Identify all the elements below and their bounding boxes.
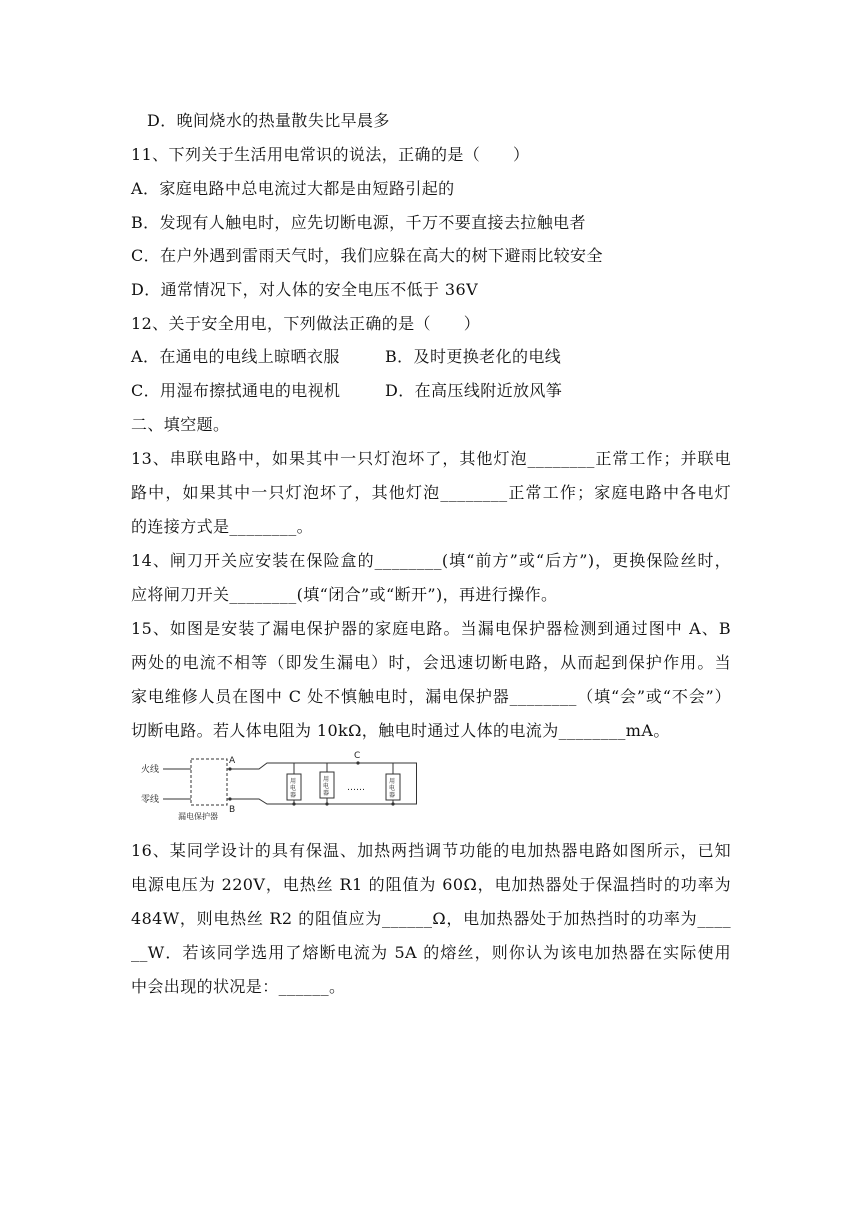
- q16-line-5: 中会出现的状况是：______。: [131, 977, 346, 996]
- appliance-1-node: [292, 802, 295, 805]
- q12-option-d: D．在高压线附近放风筝: [385, 381, 563, 400]
- q15-line-3: 家电维修人员在图中 C 处不慎触电时，漏电保护器________（填“会”或“不会”）: [131, 687, 731, 706]
- q12-options-row-1: [131, 346, 731, 368]
- appliance-2-node: [325, 802, 328, 805]
- more-appliances-ellipsis: ……: [347, 783, 365, 793]
- appliance-1-char-1: 用: [290, 778, 297, 785]
- q16-line-4: __W．若该同学选用了熔断电流为 5A 的熔丝，则你认为该电加热器在实际使用: [131, 943, 731, 962]
- appliance-3-char-3: 器: [389, 792, 396, 799]
- q11-option-a: A．家庭电路中总电流过大都是由短路引起的: [131, 179, 455, 198]
- q13-line-3: 的连接方式是________。: [131, 517, 314, 536]
- appliance-3-char-2: 电: [389, 785, 396, 792]
- point-b-label: B: [229, 805, 236, 815]
- q13-line-1: 13、串联电路中，如果其中一只灯泡坏了，其他灯泡________正常工作；并联电: [131, 449, 731, 468]
- q11-option-d: D．通常情况下，对人体的安全电压不低于 36V: [131, 280, 479, 299]
- q12-stem: 12、关于安全用电，下列做法正确的是（ ）: [131, 314, 481, 333]
- appliance-1-char-2: 电: [290, 785, 297, 792]
- q15-line-1: 15、如图是安装了漏电保护器的家庭电路。当漏电保护器检测到通过图中 A、B: [131, 619, 731, 638]
- q16-line-1: 16、某同学设计的具有保温、加热两挡调节功能的电加热器电路如图所示，已知: [131, 841, 731, 860]
- point-c-label: C: [354, 751, 361, 761]
- q11-option-c: C．在户外遇到雷雨天气时，我们应躲在高大的树下避雨比较安全: [131, 246, 603, 265]
- leakage-protector-label: 漏电保护器: [178, 812, 218, 821]
- appliance-2-char-1: 用: [323, 776, 330, 783]
- q11-stem: 11、下列关于生活用电常识的说法，正确的是（ ）: [131, 145, 530, 164]
- point-a-label: A: [229, 756, 236, 766]
- q10-option-d: D．晚间烧水的热量散失比早晨多: [147, 111, 390, 130]
- appliance-3-char-1: 用: [389, 778, 396, 785]
- q15-line-4: 切断电路。若人体电阻为 10kΩ，触电时通过人体的电流为________mA。: [131, 721, 670, 740]
- leakage-protector-box: [191, 759, 227, 805]
- appliance-1-char-3: 器: [290, 792, 297, 799]
- appliance-2-char-3: 器: [323, 790, 330, 797]
- q12-option-a: A．在通电的电线上晾晒衣服: [131, 347, 340, 366]
- live-wire-label: 火线: [141, 765, 160, 775]
- neutral-wire-label: 零线: [141, 795, 160, 805]
- q15-line-2: 两处的电流不相等（即发生漏电）时，会迅速切断电路，从而起到保护作用。当: [131, 653, 731, 672]
- live-bus: [227, 763, 417, 769]
- section-heading-fill-in: 二、填空题。: [131, 415, 230, 434]
- q13-line-2: 路中，如果其中一只灯泡坏了，其他灯泡________正常工作；家庭电路中各电灯: [131, 483, 731, 502]
- point-c-dot: [356, 761, 359, 764]
- q12-options-row-2: [131, 380, 731, 402]
- q14-line-1: 14、闸刀开关应安装在保险盒的________(填“前方”或“后方”)，更换保险丝时，: [131, 551, 731, 570]
- q12-option-b: B．及时更换老化的电线: [385, 347, 562, 366]
- q14-line-2: 应将闸刀开关________(填“闭合”或“断开”)，再进行操作。: [131, 585, 558, 604]
- appliance-2-char-2: 电: [323, 783, 330, 790]
- q11-option-b: B．发现有人触电时，应先切断电源，千万不要直接去拉触电者: [131, 213, 586, 232]
- appliance-3-node: [391, 802, 394, 805]
- q12-option-c: C．用湿布擦拭通电的电视机: [131, 381, 341, 400]
- q16-line-3: 484W，则电热丝 R2 的阻值应为______Ω，电加热器处于加热挡时的功率为____: [131, 909, 731, 928]
- q16-line-2: 电源电压为 220V，电热丝 R1 的阻值为 60Ω，电加热器处于保温挡时的功率为: [131, 875, 731, 894]
- leakage-protector-circuit-diagram: [141, 750, 417, 822]
